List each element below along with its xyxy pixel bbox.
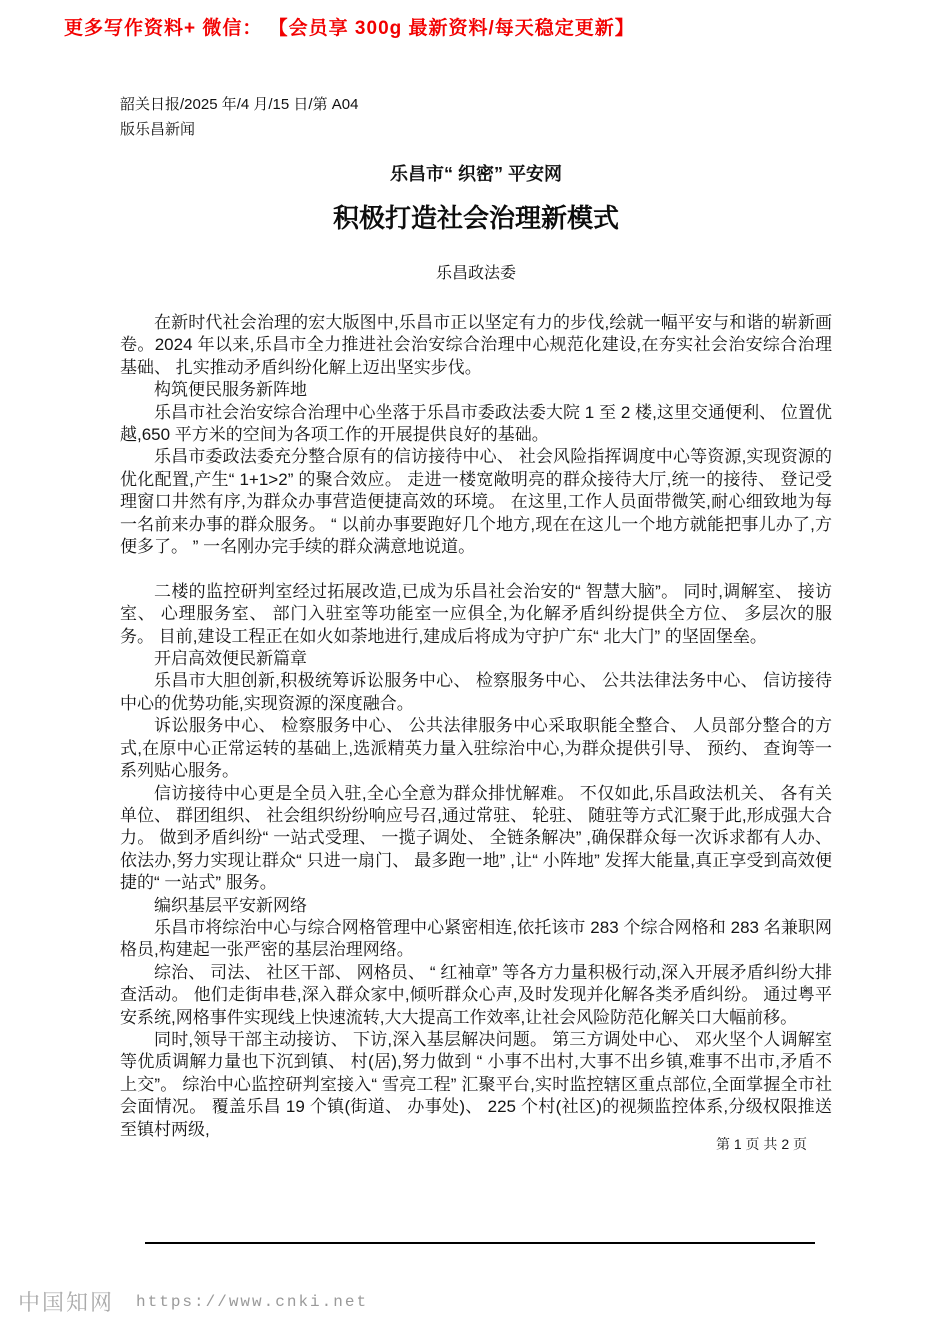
section-heading: 开启高效便民新篇章 — [154, 649, 307, 669]
section-heading: 编织基层平安新网络 — [154, 895, 307, 915]
body-paragraph: 乐昌市社会治安综合治理中心坐落于乐昌市委政法委大院 1 至 2 楼,这里交通便利、 位置优越,650 平方米的空间为各项工作的开展提供良好的基础。 — [120, 402, 832, 445]
body-paragraph: 乐昌市委政法委充分整合原有的信访接待中心、 社会风险指挥调度中心等资源,实现资源的优化配置,产生“ 1+1>2” 的聚合效应。 走进一楼宽敞明亮的群众接待大厅,统一的接待、 登记受理窗口井然有序,为群众办事营造便捷高效的环境。 在这里,工作人员面带微笑,耐心细致地为每一名前来办事的群众服务。 “ 以前办事要跑好几个地方,现在在这儿一个地方就能把事儿办了,方便多了。 ” 一名刚办完手续的群众满意地说道。 — [120, 447, 832, 557]
source-line-2: 版乐昌新闻 — [120, 121, 196, 138]
source-line-1: 韶关日报/2025 年/4 月/15 日/第 A04 — [120, 96, 359, 113]
article-body — [120, 312, 832, 1141]
article-subtitle: 乐昌市“ 织密” 平安网 — [389, 164, 562, 184]
page-number-indicator: 第 1 页 共 2 页 — [715, 1136, 807, 1152]
body-paragraph: 信访接待中心更是全员入驻,全心全意为群众排忧解难。 不仅如此,乐昌政法机关、 各有关单位、 群团组织、 社会组织纷纷响应号召,通过常驻、 轮驻、 随驻等方式汇聚于此,形成强大合力。 做到矛盾纠纷“ 一站式受理、 一揽子调处、 全链条解决” ,确保群众每一次诉求都有人办、 依法办,努力实现让群众“ 只进一扇门、 最多跑一地” ,让“ 小阵地” 发挥大能量,真正享受到高效便捷的“ 一站式” 服务。 — [120, 783, 832, 893]
section-heading: 构筑便民服务新阵地 — [154, 380, 307, 400]
source-header — [120, 92, 832, 142]
cnki-watermark — [18, 1286, 368, 1317]
body-paragraph: 诉讼服务中心、 检察服务中心、 公共法律服务中心采取职能全整合、 人员部分整合的方式,在原中心正常运转的基础上,选派精英力量入驻综治中心,为群众提供引导、 预约、 查询等一系列贴心服务。 — [120, 716, 832, 781]
body-paragraph: 乐昌市大胆创新,积极统筹诉讼服务中心、 检察服务中心、 公共法律法务中心、 信访接待中心的优势功能,实现资源的深度融合。 — [120, 671, 832, 713]
body-paragraph: 乐昌市将综治中心与综合网格管理中心紧密相连,依托该市 283 个综合网格和 283 名兼职网格员,构建起一张严密的基层治理网络。 — [120, 917, 832, 960]
cnki-url: https://www.cnki.net — [136, 1292, 369, 1311]
body-paragraph: 在新时代社会治理的宏大版图中,乐昌市正以坚定有力的步伐,绘就一幅平安与和谐的崭新画卷。2024 年以来,乐昌市全力推进社会治安综合治理中心规范化建设,在夯实社会治安综合治理基础、 扎实推动矛盾纠纷化解上迈出坚实步伐。 — [120, 313, 832, 377]
article-title: 积极打造社会治理新模式 — [332, 203, 619, 233]
footer-divider-line — [145, 1242, 815, 1244]
cnki-logo-text: 中国知网 — [18, 1290, 115, 1315]
body-paragraph: 同时,领导干部主动接访、 下访,深入基层解决问题。 第三方调处中心、 邓火坚个人调解室等优质调解力量也下沉到镇、 村(居),努力做到 “ 小事不出村,大事不出乡镇,难事不出市,矛盾不上交”。 综治中心监控研判室接入“ 雪亮工程” 汇聚平台,实时监控辖区重点部位,全面掌握全市社会面情况。 覆盖乐昌 19 个镇(街道、 办事处)、 225 个村(社区)的视频监控体系,分级权限推送至镇村两级, — [120, 1029, 832, 1139]
article-author: 乐昌政法委 — [435, 265, 516, 282]
paragraph-spacer — [120, 558, 832, 580]
body-paragraph: 综治、 司法、 社区干部、 网格员、 “ 红袖章” 等各方力量积极行动,深入开展矛盾纠纷大排查活动。 他们走街串巷,深入群众家中,倾听群众心声,及时发现并化解各类矛盾纠纷。 通过粤平安系统,网格事件实现线上快速流转,大大提高工作效率,让社会风险防范化解关口大幅前移。 — [120, 962, 832, 1027]
body-paragraph: 二楼的监控研判室经过拓展改造,已成为乐昌社会治安的“ 智慧大脑”。 同时,调解室、 接访室、 心理服务室、 部门入驻室等功能室一应俱全,为化解矛盾纠纷提供全方位、 多层次的服务。 目前,建设工程正在如火如荼地进行,建成后将成为守护广东“ 北大门” 的坚固堡垒。 — [120, 581, 832, 646]
promo-banner: 更多写作资料+ 微信： 【会员享 300g 最新资料/每天稳定更新】 — [64, 18, 635, 39]
